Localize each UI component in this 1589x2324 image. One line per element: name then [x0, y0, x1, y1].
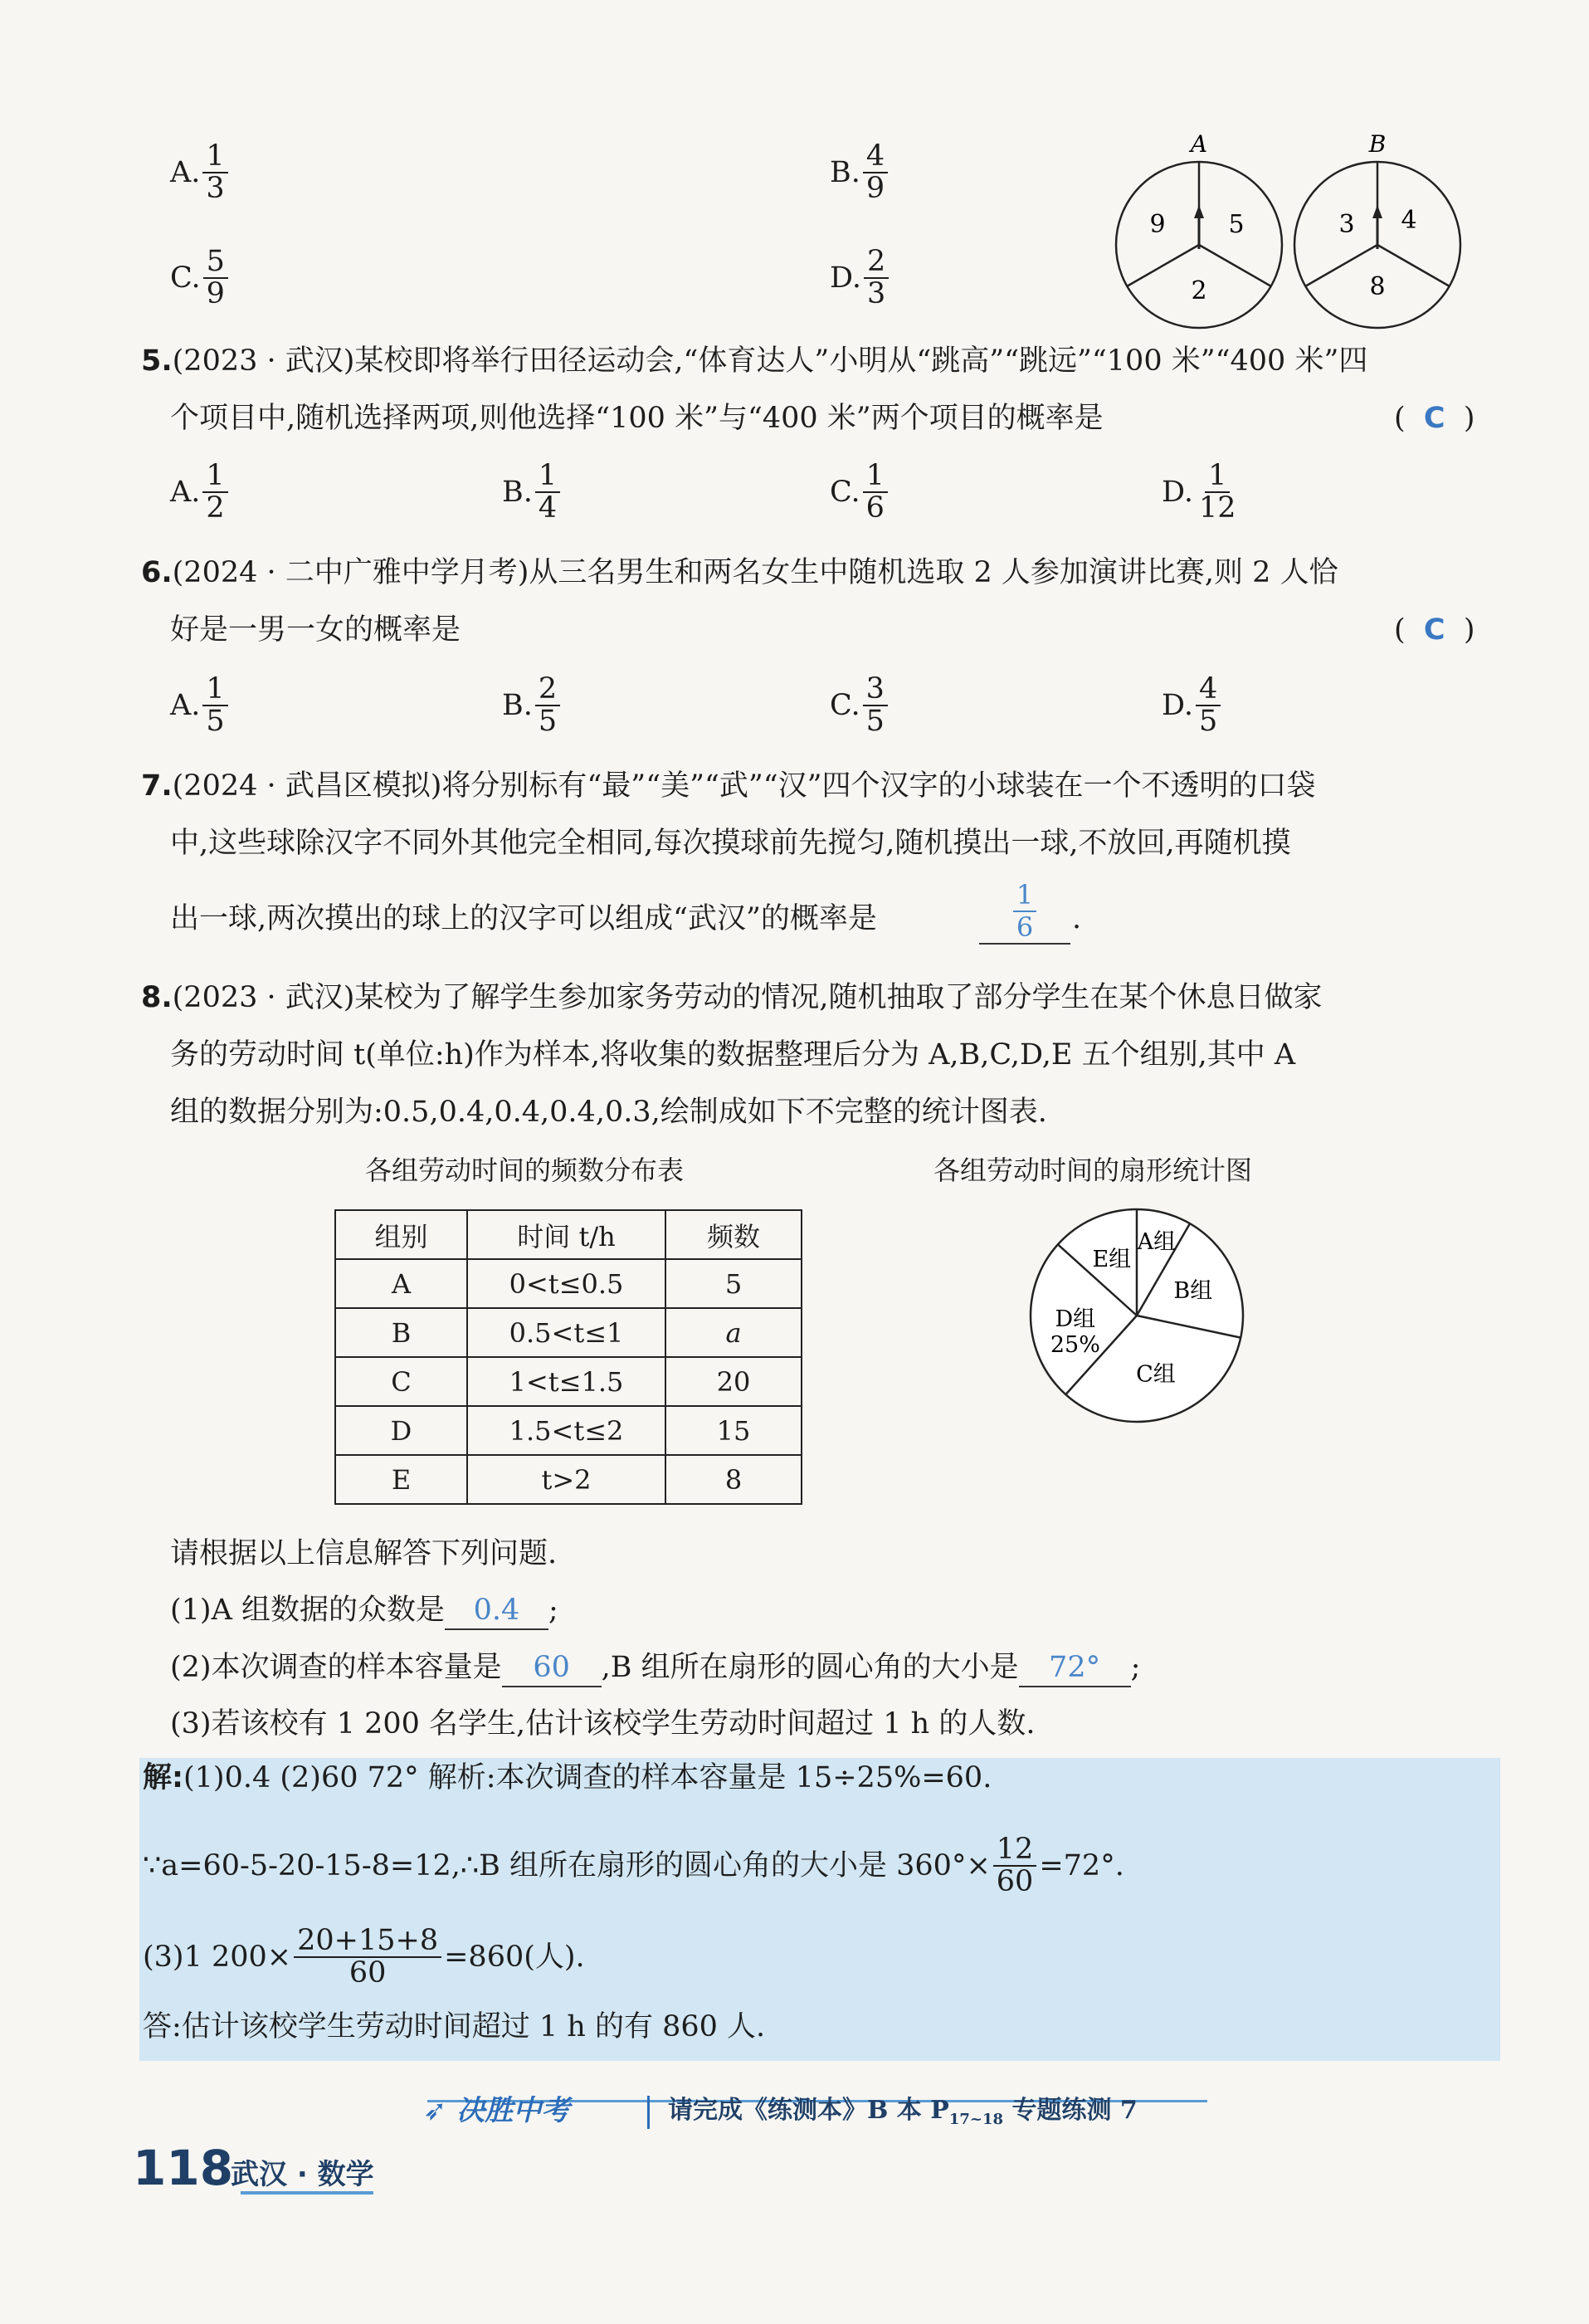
table-header-row	[335, 1210, 802, 1259]
page-number: 118	[133, 2140, 234, 2196]
pie-label: B组	[1173, 1277, 1213, 1304]
footer-task: 请完成《练测本》B 本 $P_{17\sim 18}$ 专题练测 7	[668, 2096, 1138, 2128]
footer-separator	[647, 2096, 650, 2129]
table-cell: E	[335, 1455, 467, 1504]
subject-label: 武汉 · 数学	[231, 2158, 374, 2191]
solution-line1: 解:(1)0.4 (2)60 72° 解析:本次调查的样本容量是 15÷25%=60.	[143, 1761, 992, 1794]
table-row	[335, 1357, 802, 1406]
q5-answer-paren: ( C )	[1394, 402, 1475, 435]
q6-answer: C	[1423, 613, 1445, 647]
spinner-b-value: 8	[1369, 272, 1386, 301]
pie-label: D组	[1055, 1306, 1096, 1332]
table-cell: 5	[665, 1259, 802, 1308]
q5-line2: 个项目中,随机选择两项,则他选择“100 米”与“400 米”两个项目的概率是	[170, 402, 1104, 435]
table-cell: t>2	[467, 1455, 665, 1504]
frequency-table	[334, 1209, 802, 1505]
table-cell: 1.5<t≤2	[467, 1406, 665, 1455]
table-cell: C	[335, 1357, 467, 1406]
table-cell: 0<t≤0.5	[467, 1259, 665, 1308]
spinner-diagrams	[1104, 129, 1469, 353]
spinner-b	[1294, 130, 1460, 328]
spinner-a-value: 2	[1191, 276, 1207, 305]
q7-end: .	[1072, 902, 1082, 935]
table-title: 各组劳动时间的频数分布表	[365, 1155, 685, 1186]
spinner-a-value: 9	[1149, 210, 1166, 239]
table-cell: D	[335, 1406, 467, 1455]
q4-option-b: B. $\frac{4}{9}$	[830, 141, 890, 204]
subject-underline	[241, 2191, 373, 2195]
q8-line1: 8.(2023 · 武汉)某校为了解学生参加家务劳动的情况,随机抽取了部分学生在某个休息日做家	[141, 981, 1323, 1014]
sub2-answer-blank-1: 60	[502, 1649, 602, 1687]
pie-label: E组	[1092, 1247, 1132, 1273]
q7-line1: 7.(2024 · 武昌区模拟)将分别标有“最”“美”“武”“汉”四个汉字的小球装在一个不透明的口袋	[141, 769, 1316, 803]
q6-option-d: D. $\frac{4}{5}$	[1162, 674, 1223, 737]
spinner-a-label: A	[1190, 130, 1208, 158]
table-row	[335, 1308, 802, 1357]
q8-sub2: (2)本次调查的样本容量是 60 ,B 组所在扇形的圆心角的大小是 72° ;	[170, 1649, 1140, 1687]
table-row	[335, 1455, 802, 1504]
q7-line2: 中,这些球除汉字不同外其他完全相同,每次摸球前先搅匀,随机摸出一球,不放回,再随机摸	[170, 827, 1291, 860]
q6-line1: 6.(2024 · 二中广雅中学月考)从三名男生和两名女生中随机选取 2 人参加演讲比赛,则 2 人恰	[141, 556, 1338, 589]
table-row	[335, 1259, 802, 1308]
q5-option-a: A. $\frac{1}{2}$	[170, 461, 231, 524]
footer-logo: ➶ 决胜中考	[423, 2094, 570, 2127]
arrow-icon	[1194, 205, 1204, 218]
solution-line4: 答:估计该校学生劳动时间超过 1 h 的有 860 人.	[143, 2010, 766, 2043]
q5-answer: C	[1423, 402, 1445, 435]
arrow-icon	[1372, 205, 1382, 218]
q7-line3: 出一球,两次摸出的球上的汉字可以组成“武汉”的概率是	[170, 902, 877, 935]
solution-line3: (3)1 200× $\frac{20+15+8}{60}$ =860(人).	[143, 1924, 585, 1990]
pie-label: A组	[1137, 1228, 1177, 1255]
q4-option-c: C. $\frac{5}{9}$	[170, 247, 231, 310]
spinner-b-value: 3	[1338, 210, 1355, 239]
table-row	[335, 1406, 802, 1455]
q6-option-c: C. $\frac{3}{5}$	[830, 674, 890, 737]
q8-prompt: 请根据以上信息解答下列问题.	[170, 1537, 558, 1570]
q5-option-d: D. $\frac{1}{12}$	[1162, 459, 1236, 525]
table-header: 频数	[665, 1210, 802, 1259]
sub1-answer-blank: 0.4	[445, 1592, 548, 1630]
table-cell: 15	[665, 1406, 802, 1455]
spinner-a-value: 5	[1228, 210, 1245, 239]
q8-line3: 组的数据分别为:0.5,0.4,0.4,0.4,0.3,绘制成如下不完整的统计图表.	[170, 1096, 1047, 1129]
q6-option-b: B. $\frac{2}{5}$	[502, 674, 563, 737]
q7-answer-blank: $\frac{1}{6}$	[979, 880, 1070, 945]
q5-option-b: B. $\frac{1}{4}$	[502, 461, 563, 524]
q8-sub3: (3)若该校有 1 200 名学生,估计该校学生劳动时间超过 1 h 的人数.	[170, 1707, 1036, 1741]
pie-title: 各组劳动时间的扇形统计图	[933, 1155, 1253, 1186]
pie-percent-label: 25%	[1050, 1331, 1100, 1358]
spinner-a	[1116, 130, 1282, 328]
table-cell: a	[665, 1308, 802, 1357]
table-cell: 0.5<t≤1	[467, 1308, 665, 1357]
table-cell: A	[335, 1259, 467, 1308]
table-cell: 20	[665, 1357, 802, 1406]
spinner-b-value: 4	[1401, 206, 1417, 235]
spinner-b-label: B	[1368, 130, 1387, 158]
q8-sub1: (1)A 组数据的众数是 0.4 ;	[170, 1592, 558, 1630]
q6-line2: 好是一男一女的概率是	[170, 613, 461, 647]
q6-answer-paren: ( C )	[1394, 613, 1475, 647]
solution-line2: ∵a=60-5-20-15-8=12,∴B 组所在扇形的圆心角的大小是 360°× $\frac{12}{60}$ =72°.	[143, 1833, 1124, 1898]
q4-option-a: A. $\frac{1}{3}$	[170, 141, 231, 204]
pie-chart	[1012, 1191, 1261, 1440]
q6-option-a: A. $\frac{1}{5}$	[170, 674, 231, 737]
table-cell: 1<t≤1.5	[467, 1357, 665, 1406]
q8-line2: 务的劳动时间 t(单位:h)作为样本,将收集的数据整理后分为 A,B,C,D,E 五个组别,其中 A	[170, 1038, 1296, 1072]
table-header: 组别	[335, 1210, 467, 1259]
sub2-answer-blank-2: 72°	[1019, 1649, 1131, 1687]
q5-line1: 5.(2023 · 武汉)某校即将举行田径运动会,“体育达人”小明从“跳高”“跳远”“100 米”“400 米”四	[141, 344, 1368, 378]
q5-option-c: C. $\frac{1}{6}$	[830, 461, 890, 524]
runner-icon: ➶	[423, 2094, 447, 2127]
table-cell: 8	[665, 1455, 802, 1504]
pie-label: C组	[1136, 1361, 1176, 1388]
q4-option-d: D. $\frac{2}{3}$	[830, 247, 891, 310]
table-cell: B	[335, 1308, 467, 1357]
table-header: 时间 t/h	[467, 1210, 665, 1259]
